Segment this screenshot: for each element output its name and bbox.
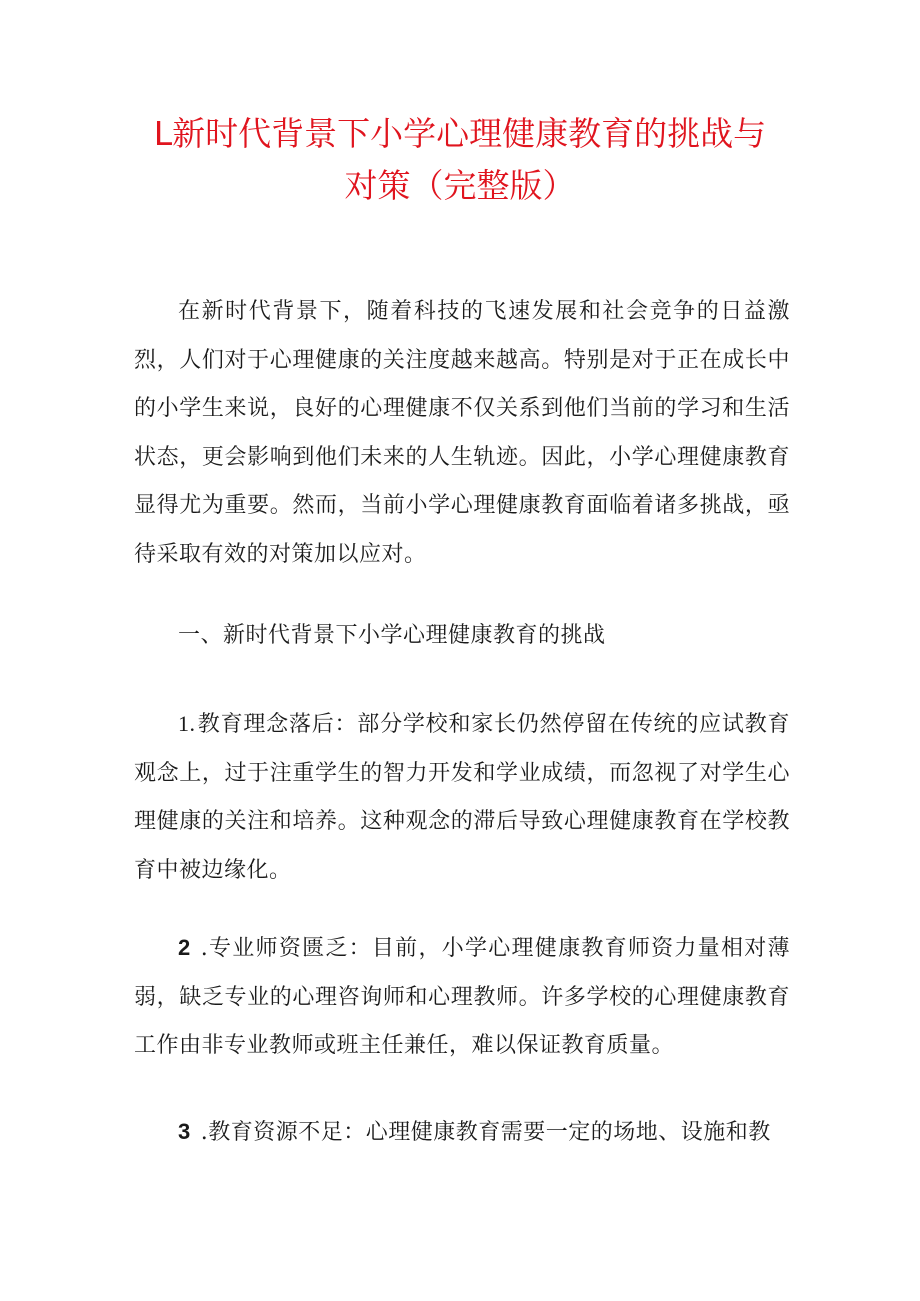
document-title [130,108,790,212]
list-item-text: 教育理念落后：部分学校和家长仍然停留在传统的应试教育观念上，过于注重学生的智力开发和学业成绩，而忽视了对学生心理健康的关注和培养。这种观念的滞后导致心理健康教育在学校教育中被边缘化。 [134,712,790,883]
intro-paragraph: 在新时代背景下，随着科技的飞速发展和社会竞争的日益激烈，人们对于心理健康的关注度越来越高。特别是对于正在成长中的小学生来说，良好的心理健康不仅关系到他们当前的学习和生活状态，更会影响到他们未来的人生轨迹。因此，小学心理健康教育显得尤为重要。然而，当前小学心理健康教育面临着诸多挑战，亟待采取有效的对策加以应对。 [134,299,790,567]
title-line-2: 对策（完整版） [344,166,576,205]
list-item-number: 2 [178,935,191,960]
title-line-1: L新时代背景下小学心理健康教育的挑战与 [153,114,767,153]
list-item-2 [134,924,790,1071]
list-item-text: .专业师资匮乏：目前，小学心理健康教育师资力量相对薄弱，缺乏专业的心理咨询师和心理教师。许多学校的心理健康教育工作由非专业教师或班主任兼任，难以保证教育质量。 [134,936,790,1058]
list-item-number: 3 [178,1119,191,1144]
list-item-text: .教育资源不足：心理健康教育需要一定的场地、设施和教 [200,1120,771,1145]
list-item-number: 1. [178,711,196,736]
list-item-3 [134,1108,790,1158]
list-item-1 [134,700,790,895]
section-heading: 一、新时代背景下小学心理健康教育的挑战 [178,623,606,648]
